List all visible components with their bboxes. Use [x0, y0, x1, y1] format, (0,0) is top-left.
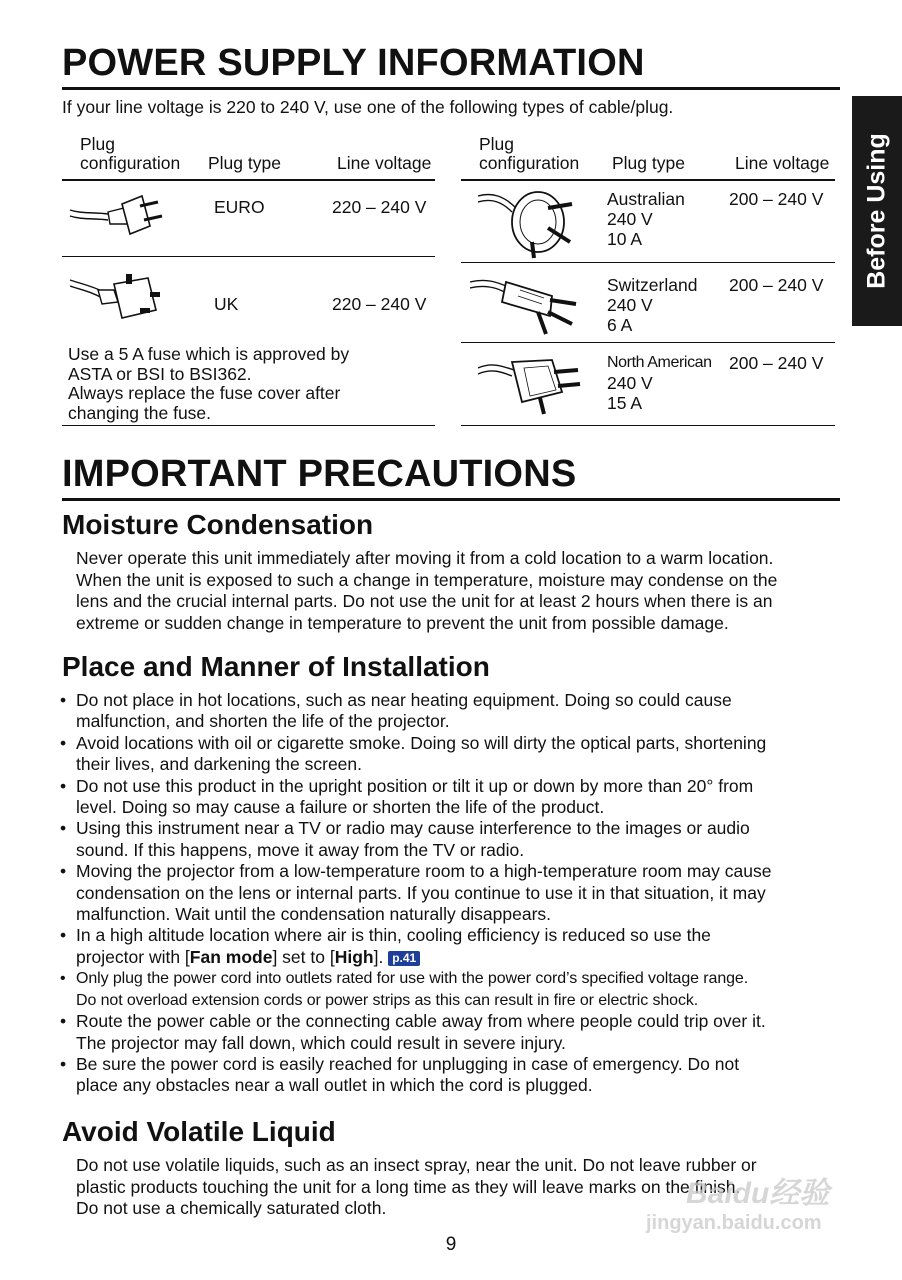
plug-type-line: 15 A: [607, 393, 643, 413]
item-line: sound. If this happens, move it away from the TV or radio.: [76, 839, 525, 860]
power-supply-title: POWER SUPPLY INFORMATION: [62, 42, 645, 84]
power-intro: If your line voltage is 220 to 240 V, use one of the following types of cable/plug.: [62, 97, 674, 117]
euro-plug-icon: [68, 188, 168, 244]
right-header-plug: Plug: [479, 134, 515, 154]
item-line: condensation on the lens or internal parts. If you continue to use it in that situation, it may: [76, 882, 766, 903]
euro-line-voltage: 220 – 240 V: [332, 197, 427, 217]
text-line: Do not use a chemically saturated cloth.: [76, 1198, 387, 1218]
left-header-rule: [62, 179, 435, 181]
fan-mode-label: Fan mode: [189, 946, 273, 967]
plug-type-line: Australian: [607, 189, 685, 209]
page-reference-link[interactable]: p.41: [388, 951, 420, 966]
right-table-bottom-rule: [461, 425, 835, 426]
text-line: Never operate this unit immediately after moving it from a cold location to a warm location.: [76, 548, 774, 568]
note-line: Use a 5 A fuse which is approved by: [68, 344, 350, 364]
list-item: [60, 861, 850, 925]
item-line: • Avoid locations with oil or cigarette smoke. Doing so will dirty the optical parts, shortening: [76, 732, 767, 753]
uk-line-voltage: 220 – 240 V: [332, 294, 427, 314]
text-line: plastic products touching the unit for a long time as they will leave marks on the finish.: [76, 1176, 741, 1197]
row-divider: [62, 256, 435, 257]
text-span: ] set to [: [272, 946, 335, 967]
right-header-configuration: configuration: [479, 153, 580, 173]
installation-heading: Place and Manner of Installation: [62, 651, 490, 682]
australian-plug-type: [607, 189, 685, 249]
installation-list: [60, 690, 850, 1097]
plug-type-line: North American: [607, 354, 712, 371]
plug-type-line: 240 V: [607, 373, 653, 393]
plug-type-line: 240 V: [607, 295, 653, 315]
left-table-bottom-rule: [62, 425, 435, 426]
row-divider: [461, 262, 835, 263]
note-line: changing the fuse.: [68, 402, 212, 423]
before-using-tab: [852, 96, 902, 326]
uk-fuse-note: [68, 345, 349, 423]
item-line: The projector may fall down, which could result in severe injury.: [76, 1032, 566, 1053]
note-line: ASTA or BSI to BSI362.: [68, 363, 252, 384]
item-line: malfunction. Wait until the condensation naturally disappears.: [76, 904, 552, 925]
moisture-heading: Moisture Condensation: [62, 509, 374, 540]
watermark-brand: Baidu经验: [686, 1177, 830, 1210]
switzerland-plug-icon: [470, 268, 590, 338]
text-span: ].: [373, 946, 389, 967]
list-item: [60, 1011, 850, 1054]
australian-line-voltage: 200 – 240 V: [729, 189, 824, 209]
uk-plug-icon: [68, 268, 168, 328]
row-divider: [461, 342, 835, 343]
uk-plug-type: UK: [214, 294, 239, 314]
item-line: [76, 947, 850, 968]
item-line: • Only plug the power cord into outlets rated for use with the power cord’s specified voltage range.: [76, 970, 749, 988]
item-line: their lives, and darkening the screen.: [76, 754, 362, 775]
right-header-rule: [461, 179, 835, 181]
text-line: When the unit is exposed to such a change in temperature, moisture may condense on the: [76, 569, 778, 590]
item-line: • Using this instrument near a TV or radio may cause interference to the images or audio: [76, 818, 750, 839]
item-line: place any obstacles near a wall outlet in which the cord is plugged.: [76, 1075, 593, 1096]
item-line: • Do not place in hot locations, such as near heating equipment. Doing so could cause: [76, 690, 732, 710]
item-line: • Moving the projector from a low-temperature room to a high-temperature room may cause: [76, 861, 772, 882]
right-header-plug-type: Plug type: [612, 153, 685, 173]
list-item: [60, 690, 850, 733]
important-precautions-title: IMPORTANT PRECAUTIONS: [62, 453, 577, 495]
moisture-text: [76, 548, 777, 634]
tab-label: Before Using: [862, 133, 891, 289]
left-header-plug-type: Plug type: [208, 153, 281, 173]
title-rule: [62, 87, 840, 90]
euro-plug-type: EURO: [214, 197, 265, 217]
switzerland-line-voltage: 200 – 240 V: [729, 275, 824, 295]
volatile-heading: Avoid Volatile Liquid: [62, 1116, 336, 1147]
plug-type-line: 10 A: [607, 229, 643, 249]
switzerland-plug-type: [607, 275, 697, 335]
item-line: malfunction, and shorten the life of the projector.: [76, 711, 450, 732]
plug-type-line: 240 V: [607, 209, 653, 229]
left-header-plug: Plug: [80, 134, 116, 154]
text-line: Do not use volatile liquids, such as an insect spray, near the unit. Do not leave rubber or: [76, 1155, 757, 1175]
north-american-plug-icon: [478, 348, 588, 420]
plug-type-line: 6 A: [607, 315, 633, 335]
item-line: level. Doing so may cause a failure or shorten the life of the product.: [76, 797, 605, 818]
left-header-configuration: configuration: [80, 153, 181, 173]
watermark-url: jingyan.baidu.com: [646, 1212, 822, 1234]
list-item: [60, 733, 850, 776]
note-line: Always replace the fuse cover after: [68, 383, 341, 403]
australian-plug-icon: [478, 182, 588, 260]
item-line: • Route the power cable or the connecting cable away from where people could trip over it.: [76, 1011, 766, 1032]
plug-type-line: Switzerland: [607, 275, 698, 295]
list-item: [60, 1054, 850, 1097]
right-header-line-voltage: Line voltage: [735, 153, 830, 173]
item-line: • Be sure the power cord is easily reached for unplugging in case of emergency. Do not: [76, 1053, 740, 1074]
list-item: [60, 776, 850, 819]
page-number: 9: [445, 1234, 457, 1255]
left-header-line-voltage: Line voltage: [337, 153, 432, 173]
item-line: Do not overload extension cords or power strips as this can result in fire or electric shock.: [76, 991, 699, 1009]
high-label: High: [334, 946, 374, 967]
text-line: extreme or sudden change in temperature to prevent the unit from possible damage.: [76, 612, 729, 633]
text-line: lens and the crucial internal parts. Do not use the unit for at least 2 hours when there is an: [76, 591, 773, 611]
list-item: [60, 818, 850, 861]
title-rule: [62, 498, 840, 501]
volatile-text: [76, 1155, 757, 1220]
list-item: [60, 968, 850, 1011]
list-item-fan-mode: [60, 925, 850, 968]
item-line: • Do not use this product in the upright position or tilt it up or down by more than 20° from: [76, 775, 754, 796]
north-american-plug-type: [607, 353, 712, 413]
text-span: projector with [: [76, 946, 190, 967]
north-american-line-voltage: 200 – 240 V: [729, 353, 824, 373]
item-line: • In a high altitude location where air is thin, cooling efficiency is reduced so use the: [76, 925, 711, 946]
